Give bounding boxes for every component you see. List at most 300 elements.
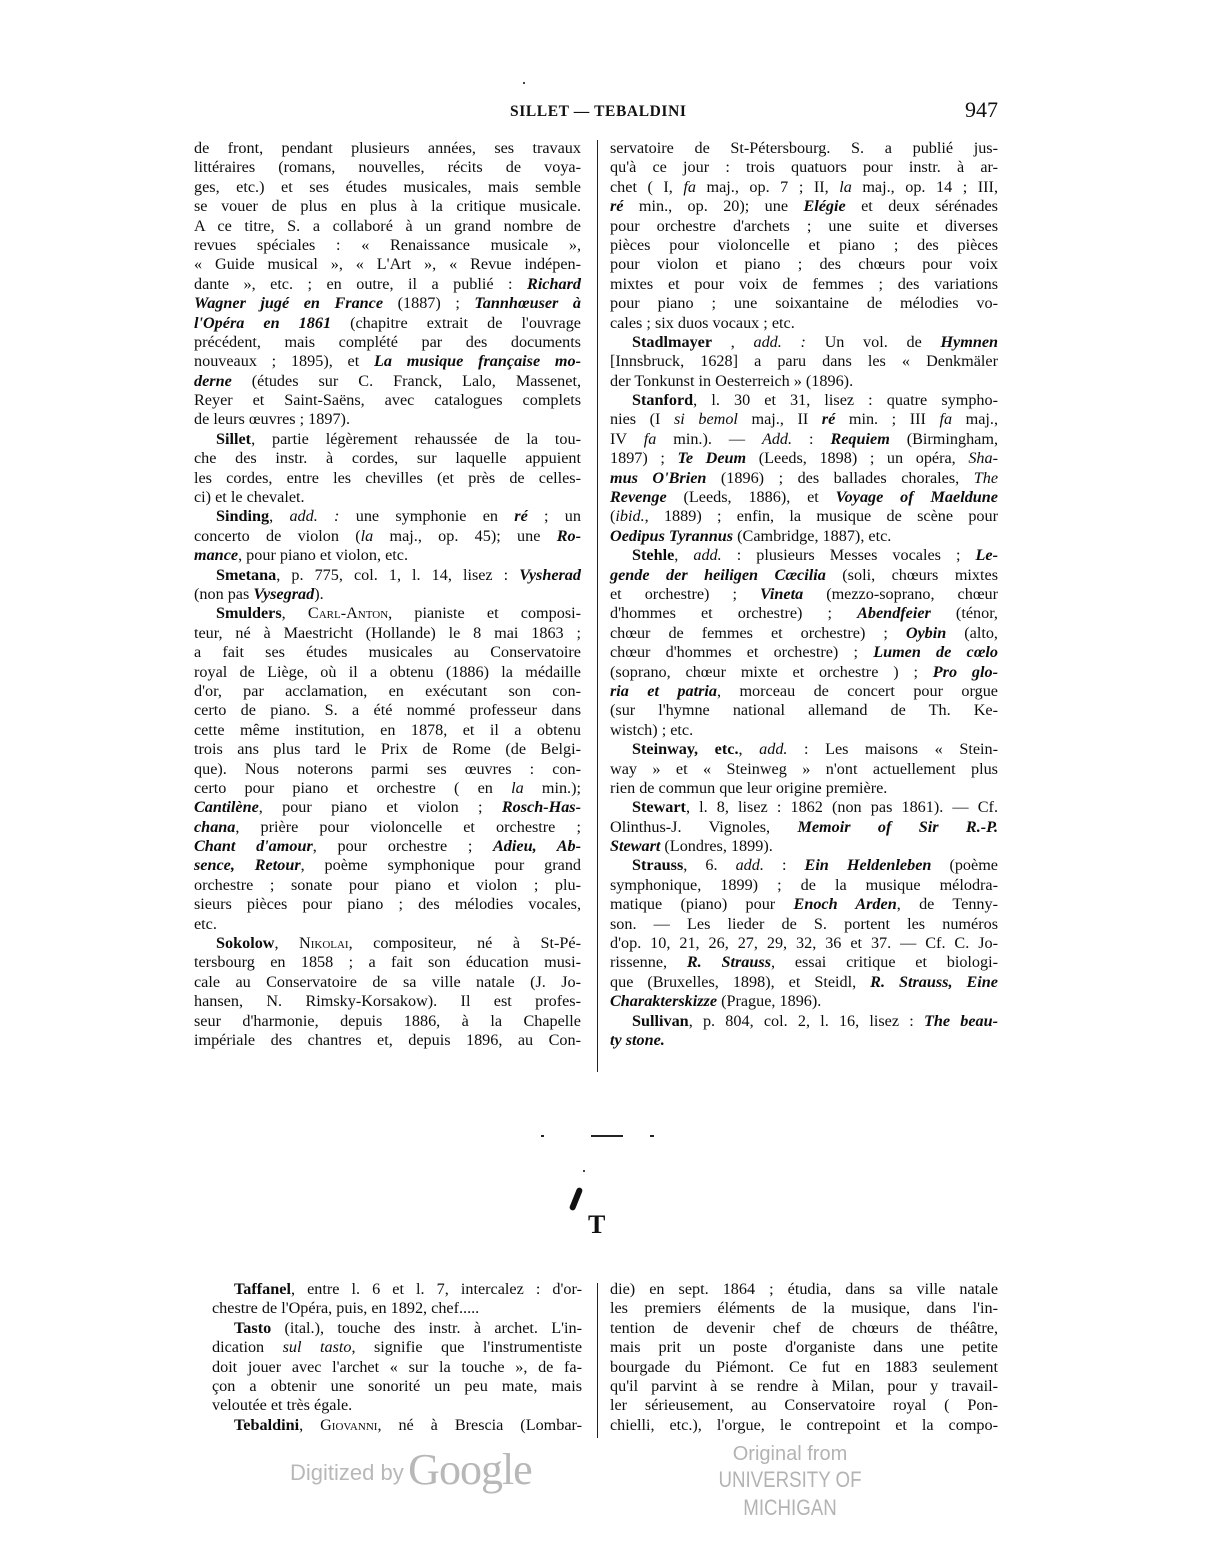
entry-headword: Strauss	[632, 856, 684, 875]
text-run: Wagner jugé en France	[194, 294, 384, 313]
text-run: (non pas	[194, 584, 254, 603]
text-run: maj.,	[952, 410, 998, 429]
text-run: mixtes et pour voix de femmes ; des variations	[610, 274, 998, 293]
text-run: Stewart	[610, 837, 661, 856]
text-run: add.	[693, 546, 722, 565]
text-line	[194, 953, 581, 972]
text-line	[610, 197, 998, 216]
text-run: et deux sérénades	[845, 197, 998, 216]
text-run: The beau-	[923, 1011, 998, 1030]
text-run: way » et « Steinweg » n'ont actuellement plus	[610, 759, 998, 778]
text-line	[194, 740, 581, 759]
text-run: ty stone.	[610, 1030, 665, 1049]
text-line	[610, 566, 998, 585]
section-letter: T	[588, 1210, 606, 1239]
text-run: ges, etc.) et ses études musicales, mais semble	[194, 177, 581, 196]
text-run: impériale des chantres et, depuis 1896, au Con-	[194, 1030, 581, 1049]
text-run: çon a obtenir une sonorité un peu mate, mais	[212, 1376, 582, 1395]
text-line	[610, 682, 998, 701]
text-line	[212, 1299, 582, 1318]
entry-forename: Carl-Anton	[307, 604, 389, 623]
text-run: : plusieurs Messes vocales ;	[721, 546, 976, 565]
text-run: (alto,	[946, 623, 998, 642]
text-line	[194, 314, 581, 333]
text-run: « Guide musical », « L'Art », « Revue indépen-	[194, 255, 581, 274]
text-line	[194, 469, 581, 488]
entry-forename: Giovanni	[320, 1415, 378, 1434]
text-run: add.	[759, 740, 788, 759]
text-run: bourgade du Piémont. Ce fut en 1883 seulement	[610, 1357, 998, 1376]
text-run: l'Opéra en 1861	[194, 313, 332, 332]
text-line	[194, 294, 581, 313]
google-logo-text: Google	[408, 1445, 532, 1494]
text-run: se vouer de plus en plus à la critique musicale.	[194, 197, 581, 216]
text-run: son. — Les lieder de S. portent les numéros	[610, 914, 998, 933]
text-line	[610, 992, 998, 1011]
text-line	[610, 798, 998, 817]
text-line	[610, 915, 998, 934]
text-line	[194, 818, 581, 837]
text-run: pour orchestre d'archets ; une suite et diverses	[610, 216, 998, 235]
text-line	[194, 663, 581, 682]
text-run: Vineta	[759, 584, 804, 603]
text-run: nies (I	[610, 410, 674, 429]
text-line	[610, 255, 998, 274]
text-line	[610, 410, 998, 429]
section-divider	[650, 1135, 654, 1137]
text-line	[610, 333, 998, 352]
section-divider	[541, 1135, 544, 1137]
entry-headword: Sillet	[216, 429, 252, 448]
text-run: Richard	[527, 274, 581, 293]
text-run: Chant d'amour	[194, 837, 313, 856]
text-run: ,	[712, 332, 754, 351]
text-run: (Leeds, 1898) ; un opéra,	[746, 449, 969, 468]
text-line	[194, 760, 581, 779]
text-run: les cordes, entre les chevilles (et près de celles-	[194, 468, 581, 487]
text-line	[212, 1377, 582, 1396]
text-line	[610, 352, 998, 371]
text-run: ré	[514, 507, 528, 526]
text-line	[194, 275, 581, 294]
text-run: ré	[821, 410, 836, 429]
text-run: Rosch-Has-	[501, 798, 581, 817]
text-run: min.). —	[656, 429, 762, 448]
text-line	[194, 915, 581, 934]
text-run: fa	[643, 429, 657, 448]
text-line	[610, 779, 998, 798]
text-run: , p. 775, col. 1, l. 14, lisez :	[276, 565, 520, 584]
text-line	[610, 934, 998, 953]
text-run: (Prague, 1896).	[717, 992, 822, 1011]
text-run: la	[360, 526, 374, 545]
text-line	[194, 255, 581, 274]
text-line	[194, 721, 581, 740]
text-line	[194, 507, 581, 526]
running-title: SILLET — TEBALDINI	[510, 103, 687, 120]
section-divider	[591, 1135, 623, 1137]
entry-headword: Sinding	[216, 507, 270, 526]
left-column-top	[194, 139, 581, 1050]
text-run: , pour piano et violon, etc.	[238, 546, 408, 565]
text-run: de leurs œuvres ; 1897).	[194, 410, 350, 429]
text-run: littéraires (romans, nouvelles, récits de voya-	[194, 158, 581, 177]
text-run: pour violon et piano ; des chœurs pour voix	[610, 255, 998, 274]
text-run: symphonique, 1899) ; de la musique mélodra-	[610, 875, 998, 894]
text-line	[610, 876, 998, 895]
text-run: min.);	[523, 778, 581, 797]
page-header	[480, 97, 1000, 125]
entry-headword: Smetana	[216, 565, 277, 584]
text-run: Add.	[761, 429, 793, 448]
text-run: [Innsbruck, 1628] a paru dans les « Denkmäler	[610, 352, 998, 371]
text-line	[610, 856, 998, 875]
text-line	[194, 178, 581, 197]
entry-headword: Taffanel	[234, 1280, 291, 1298]
right-column-top	[610, 139, 998, 1050]
speck	[523, 82, 525, 84]
text-run: cales ; six duos vocaux ; etc.	[610, 313, 795, 332]
text-run: der Tonkunst in Oesterreich » (1896).	[610, 371, 854, 390]
entry-headword: Sokolow	[216, 934, 275, 953]
entry-headword: Stanford	[632, 391, 694, 410]
text-run: (	[610, 507, 616, 526]
text-line	[610, 973, 998, 992]
text-line	[212, 1319, 582, 1338]
text-line	[194, 876, 581, 895]
text-line	[194, 139, 581, 158]
text-line	[194, 682, 581, 701]
text-run: Cantilène	[194, 798, 259, 817]
text-line	[194, 934, 581, 953]
text-run: orchestre ; sonate pour piano et violon ; plu-	[194, 875, 581, 894]
text-line	[194, 236, 581, 255]
text-line	[194, 856, 581, 875]
entry-headword: Steinway, etc.	[632, 740, 739, 759]
text-line	[610, 372, 998, 391]
text-run: R. Strauss	[686, 953, 771, 972]
text-line	[610, 953, 998, 972]
text-run: add. :	[289, 507, 340, 526]
text-run: cale au Conservatoire de sa ville natale (J. Jo-	[194, 972, 581, 991]
text-run: (soli, chœurs mixtes	[825, 565, 998, 584]
text-run: Elégie	[803, 197, 846, 216]
text-line	[194, 798, 581, 817]
text-run: ,	[738, 740, 760, 759]
text-run: , pour orchestre ;	[312, 837, 493, 856]
text-line	[194, 992, 581, 1011]
text-run: min. ; III	[835, 410, 940, 429]
text-line	[610, 139, 998, 158]
text-run: ler sérieusement, au Conservatoire royal ( Pon-	[610, 1396, 998, 1415]
text-run: , pour piano et violon ;	[258, 798, 502, 817]
text-run: chet ( I,	[610, 177, 684, 196]
text-run: Oybin	[905, 623, 947, 642]
text-run: la	[511, 778, 524, 797]
text-run: qu'il parvint à se rendre à Milan, pour y travail-	[610, 1376, 998, 1395]
text-run: Enoch Arden	[793, 895, 897, 914]
text-run: (Londres, 1899).	[660, 837, 773, 856]
text-run: (Leeds, 1886), et	[666, 488, 836, 507]
text-line	[610, 158, 998, 177]
text-line	[194, 1031, 581, 1050]
text-run: veloutée et très égale.	[212, 1396, 353, 1415]
text-line	[610, 1299, 998, 1318]
text-line	[194, 527, 581, 546]
text-line	[194, 585, 581, 604]
text-line	[194, 566, 581, 585]
text-run: trois ans plus tard le Prix de Rome (de Belgi-	[194, 740, 581, 759]
text-run: wistch) ; etc.	[610, 720, 694, 739]
text-run: , l. 30 et 31, lisez : quatre sympho-	[693, 391, 998, 410]
text-line	[610, 1338, 998, 1357]
text-run: sul tasto	[282, 1338, 352, 1357]
text-run: servatoire de St-Pétersbourg. S. a publié jus-	[610, 139, 998, 157]
text-run: (soprano, chœur mixte et orchestre ) ;	[610, 662, 933, 681]
text-run: , morceau de concert pour orgue	[716, 681, 998, 700]
text-run: etc.	[194, 914, 217, 933]
text-run: hansen, N. Rimsky-Korsakow). Il est profes-	[194, 992, 581, 1011]
text-run: Ein Heldenleben	[804, 856, 932, 875]
text-line	[212, 1416, 582, 1435]
text-run: maj., II	[737, 410, 822, 429]
text-run: mance	[194, 546, 239, 565]
text-run: che des instr. à cordes, sur laquelle appuient	[194, 449, 581, 468]
entry-headword: Tebaldini	[234, 1415, 300, 1434]
text-line	[194, 488, 581, 507]
text-line	[194, 197, 581, 216]
text-run: add. :	[753, 332, 806, 351]
text-run: , prière pour violoncelle et orchestre ;	[235, 817, 581, 836]
text-run: ibid.	[615, 507, 645, 526]
text-run: Pro glo-	[932, 662, 998, 681]
text-run: chana	[194, 817, 236, 836]
text-run: concerto de violon (	[194, 526, 361, 545]
text-run: ria et patria	[610, 681, 717, 700]
entry-forename: Nikolai	[299, 934, 349, 953]
text-run: revues spéciales : « Renaissance musicale »,	[194, 235, 581, 254]
text-line	[212, 1358, 582, 1377]
text-run: tention de devenir chef de chœurs de théâtre,	[610, 1318, 998, 1337]
text-run: (Birmingham,	[889, 429, 998, 448]
text-run: Un vol. de	[805, 332, 941, 351]
text-run: :	[792, 429, 831, 448]
text-run: ).	[314, 584, 324, 603]
text-run: dication	[212, 1338, 283, 1357]
text-run: 1897) ;	[610, 449, 678, 468]
institution-text: UNIVERSITY OF MICHIGAN	[718, 1467, 862, 1520]
column-rule-top	[597, 140, 598, 1072]
text-run: Hymnen	[940, 332, 999, 351]
text-run: Ro-	[556, 526, 581, 545]
text-line	[194, 604, 581, 623]
entry-headword: Sullivan	[632, 1011, 689, 1030]
text-run: cette même institution, en 1878, et il a obtenu	[194, 720, 581, 739]
text-run: die) en sept. 1864 ; étudia, dans sa ville natale	[610, 1280, 998, 1298]
entry-headword: Stehle	[632, 546, 675, 565]
text-line	[610, 1396, 998, 1415]
text-run: sence, Retour	[194, 856, 301, 875]
text-run: La musique française mo-	[373, 352, 581, 371]
text-run: , poème symphonique pour grand	[300, 856, 582, 875]
entry-headword: Tasto	[234, 1318, 272, 1337]
text-run: maj., op. 7 ; II,	[695, 177, 840, 196]
text-line	[610, 527, 998, 546]
text-line	[610, 1358, 998, 1377]
text-line	[610, 294, 998, 313]
text-run: :	[763, 856, 805, 875]
text-line	[194, 643, 581, 662]
original-from-text: Original from	[732, 1443, 848, 1465]
text-line	[610, 721, 998, 740]
text-line	[610, 469, 998, 488]
text-run: , signifie que l'instrumentiste	[351, 1338, 583, 1357]
text-line	[194, 546, 581, 565]
text-run: ré	[610, 197, 624, 216]
text-run: add.	[735, 856, 764, 875]
text-run: chœur de femmes et orchestre) ;	[610, 623, 906, 642]
text-line	[610, 1031, 998, 1050]
text-run: d'hommes et orchestre) ;	[610, 604, 858, 623]
text-line	[610, 1377, 998, 1396]
text-run: pièces pour violoncelle et piano ; des pièces	[610, 235, 998, 254]
text-run: Te Deum	[677, 449, 747, 468]
text-line	[610, 1319, 998, 1338]
text-run: fa	[939, 410, 953, 429]
entry-headword: Smulders	[216, 604, 282, 623]
text-run: Lumen de cœlo	[873, 643, 998, 662]
text-run: ci) et le chevalet.	[194, 488, 305, 507]
text-run: (1887) ;	[383, 294, 475, 313]
column-rule-bottom	[597, 1283, 598, 1438]
text-run: royal de Liège, où il a obtenu (1886) la médaille	[194, 662, 581, 681]
text-run: Adieu, Ab-	[493, 837, 581, 856]
text-run: , l. 8, lisez : 1862 (non pas 1861). — Cf.	[685, 798, 998, 817]
text-run: Voyage of Maeldune	[835, 488, 998, 507]
text-run: doit jouer avec l'archet « sur la touche », de fa-	[212, 1357, 582, 1376]
text-run: (Cambridge, 1887), etc.	[733, 526, 892, 545]
text-run: R. Strauss, Eine	[870, 972, 998, 991]
text-line	[610, 663, 998, 682]
text-run: derne	[194, 371, 232, 390]
text-run: Le-	[975, 546, 999, 565]
text-line	[610, 604, 998, 623]
text-run: mais prit un poste d'organiste dans une petite	[610, 1338, 998, 1357]
text-run: A ce titre, S. a collaboré à un grand nombre de	[194, 216, 581, 235]
text-run: Abendfeier	[857, 604, 931, 623]
text-run: ; un	[527, 507, 581, 526]
digitized-by-text: Digitized by	[290, 1460, 404, 1485]
text-run: certo pour piano et orchestre ( en	[194, 778, 512, 797]
text-line	[194, 973, 581, 992]
text-line	[610, 701, 998, 720]
text-run: , 1889) ; enfin, la musique de scène pour	[644, 507, 998, 526]
text-line	[610, 275, 998, 294]
text-run: ,	[299, 1415, 321, 1434]
text-line	[610, 1280, 998, 1299]
page-number: 947	[965, 97, 998, 122]
text-line	[212, 1338, 582, 1357]
text-line	[610, 314, 998, 333]
text-run: , essai critique et biologi-	[771, 953, 998, 972]
text-line	[194, 430, 581, 449]
text-line	[194, 1012, 581, 1031]
text-run: que). Nous noterons parmi ses œuvres : con-	[194, 759, 581, 778]
text-line	[194, 779, 581, 798]
text-run: de front, pendant plusieurs années, ses travaux	[194, 139, 581, 157]
text-line	[194, 352, 581, 371]
text-line	[212, 1280, 582, 1299]
text-run: ,	[274, 934, 300, 953]
text-line	[610, 449, 998, 468]
text-run: , né à Brescia (Lombar-	[377, 1415, 583, 1434]
text-run: ,	[269, 507, 290, 526]
text-run: , pianiste et composi-	[388, 604, 582, 623]
text-run: si bemol	[674, 410, 738, 429]
text-line	[610, 643, 998, 662]
text-run: (sur l'hymne national allemand de Th. Ke-	[610, 701, 998, 720]
text-run: fa	[683, 177, 696, 196]
text-run: , entre l. 6 et l. 7, intercalez : d'or-	[290, 1280, 582, 1298]
digitized-by-google-watermark	[290, 1444, 532, 1495]
text-run: Tannhœuser à	[474, 294, 581, 313]
text-run: (poème	[931, 856, 998, 875]
text-run: Memoir of Sir R.-P.	[797, 817, 998, 836]
text-run: les premiers éléments de la musique, dans l'in-	[610, 1299, 998, 1318]
text-run: pour piano ; une soixantaine de mélodies vo-	[610, 294, 998, 313]
text-run: chielli, etc.), l'orgue, le contrepoint et la compo-	[610, 1415, 998, 1434]
text-line	[610, 895, 998, 914]
text-run: , 6.	[683, 856, 736, 875]
text-run: (chapitre extrait de l'ouvrage	[331, 313, 581, 332]
text-run: que (Bruxelles, 1898), et Steidl,	[610, 972, 871, 991]
right-column-bottom	[610, 1280, 998, 1435]
text-line	[610, 837, 998, 856]
text-run: nouveaux ; 1895), et	[194, 352, 374, 371]
text-run: , partie légèrement rehaussée de la tou-	[251, 429, 581, 448]
text-line	[194, 449, 581, 468]
text-run: min., op. 20); une	[623, 197, 804, 216]
text-run: , compositeur, né à St-Pé-	[348, 934, 581, 953]
text-run: a fait ses études musicales au Conservatoire	[194, 643, 581, 662]
text-line	[194, 837, 581, 856]
text-line	[610, 430, 998, 449]
text-run: Oedipus Tyrannus	[610, 526, 734, 545]
text-run: précédent, mais complété par des documents	[194, 332, 581, 351]
text-run: Charakterskizze	[610, 992, 718, 1011]
text-run: Reyer et Saint-Saëns, avec catalogues complets	[194, 391, 581, 410]
original-from-watermark	[665, 1442, 915, 1522]
text-line	[610, 1416, 998, 1435]
text-line	[610, 585, 998, 604]
text-line	[610, 1012, 998, 1031]
text-line	[610, 818, 998, 837]
left-column-bottom	[212, 1280, 582, 1435]
text-run: sieurs pièces pour piano ; des mélodies vocales,	[194, 895, 581, 914]
text-run: rien de commun que leur origine première.	[610, 778, 888, 797]
text-line	[194, 158, 581, 177]
text-run: (études sur C. Franck, Lalo, Massenet,	[231, 371, 581, 390]
text-run: gende der heiligen Cæcilia	[610, 565, 826, 584]
text-line	[194, 624, 581, 643]
entry-headword: Stewart	[632, 798, 686, 817]
text-run: Vysherad	[519, 565, 581, 584]
text-line	[610, 236, 998, 255]
text-run: ,	[281, 604, 308, 623]
text-run: : Les maisons « Stein-	[787, 740, 999, 759]
text-line	[194, 410, 581, 429]
text-line	[610, 488, 998, 507]
